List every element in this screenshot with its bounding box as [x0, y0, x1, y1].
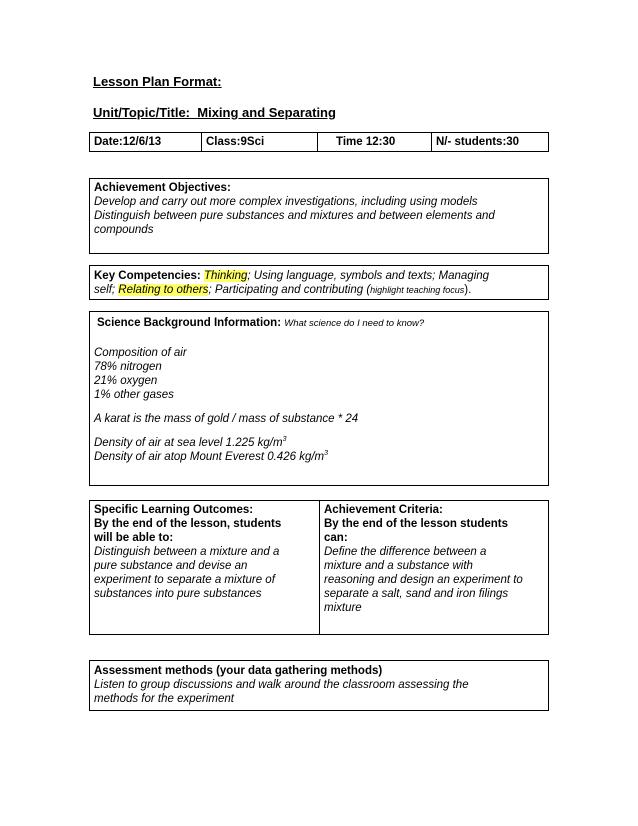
air-composition-line: 78% nitrogen [94, 361, 162, 373]
key-competencies-line-1 [94, 269, 544, 283]
assessment-line: Listen to group discussions and walk around the classroom assessing the [94, 679, 469, 691]
assessment-label: Assessment methods (your data gathering methods) [94, 665, 383, 677]
key-competencies-line-2 [94, 283, 544, 297]
achievement-criteria-line: Define the difference between a [324, 546, 487, 558]
unit-value: Mixing and Separating [197, 105, 336, 120]
science-background-label: Science Background Information: [97, 317, 282, 329]
objective-line: compounds [94, 224, 154, 236]
unit-label: Unit/Topic/Title: [93, 105, 191, 120]
learning-outcome-line: experiment to separate a mixture of [94, 574, 275, 586]
assessment-line: methods for the experiment [94, 693, 234, 705]
achievement-criteria-line: reasoning and design an experiment to [324, 574, 523, 586]
density-everest [94, 450, 544, 464]
learning-outcome-line: pure substance and devise an [94, 560, 248, 572]
karat-definition: A karat is the mass of gold / mass of substance * 24 [94, 413, 359, 425]
relating-highlight: Relating to others [118, 284, 209, 296]
achievement-criteria-lead: can: [324, 532, 348, 544]
competency-text: ; Participating and contributing ( [208, 284, 371, 296]
students-cell: N/- students:30 [436, 136, 520, 148]
competency-text: self; [94, 284, 119, 296]
learning-outcomes-lead: By the end of the lesson, students [94, 518, 282, 530]
time-cell: Time 12:30 [318, 133, 432, 151]
air-composition-line: Composition of air [94, 347, 187, 359]
learning-outcomes-cell [90, 501, 320, 634]
exponent: 3 [282, 436, 287, 444]
info-table [89, 132, 549, 152]
key-competencies-box [89, 265, 549, 300]
objective-line: Develop and carry out more complex investigations, including using models [94, 196, 478, 208]
science-background-box [89, 311, 549, 486]
competency-text: ). [464, 284, 472, 296]
exponent: 3 [324, 450, 329, 458]
achievement-criteria-line: mixture [324, 602, 362, 614]
science-background-header [94, 316, 544, 331]
unit-title [93, 105, 336, 120]
air-composition-line: 1% other gases [94, 389, 174, 401]
achievement-criteria-line: separate a salt, sand and iron filings [324, 588, 509, 600]
density-sea-level-text: Density of air at sea level 1.225 kg/m [94, 437, 283, 449]
achievement-criteria-label: Achievement Criteria: [324, 504, 443, 516]
highlight-note: highlight teaching focus [370, 285, 465, 295]
objective-line: Distinguish between pure substances and mixtures and between elements and [94, 210, 495, 222]
density-everest-text: Density of air atop Mount Everest 0.426 kg/m [94, 451, 325, 463]
competency-text: ; Using language, symbols and texts; Managing [247, 270, 490, 282]
assessment-box [89, 660, 549, 711]
air-composition-line: 21% oxygen [94, 375, 158, 387]
class-cell: Class:9Sci [202, 133, 318, 151]
key-competencies-label: Key Competencies: [94, 270, 201, 282]
learning-outcome-line: Distinguish between a mixture and a [94, 546, 280, 558]
thinking-highlight: Thinking [203, 270, 248, 282]
achievement-criteria-line: mixture and a substance with [324, 560, 473, 572]
achievement-objectives-box [89, 178, 549, 254]
achievement-objectives-label: Achievement Objectives: [94, 182, 231, 194]
science-background-question: What science do I need to know? [284, 318, 425, 329]
learning-outcome-line: substances into pure substances [94, 588, 262, 600]
outcomes-criteria-table [89, 500, 549, 635]
learning-outcomes-lead: will be able to: [94, 532, 174, 544]
page-title: Lesson Plan Format: [93, 74, 222, 89]
learning-outcomes-label: Specific Learning Outcomes: [94, 504, 254, 516]
date-cell: Date:12/6/13 [90, 133, 202, 151]
achievement-criteria-lead: By the end of the lesson students [324, 518, 509, 530]
achievement-criteria-cell [320, 501, 548, 634]
density-sea-level [94, 436, 544, 450]
